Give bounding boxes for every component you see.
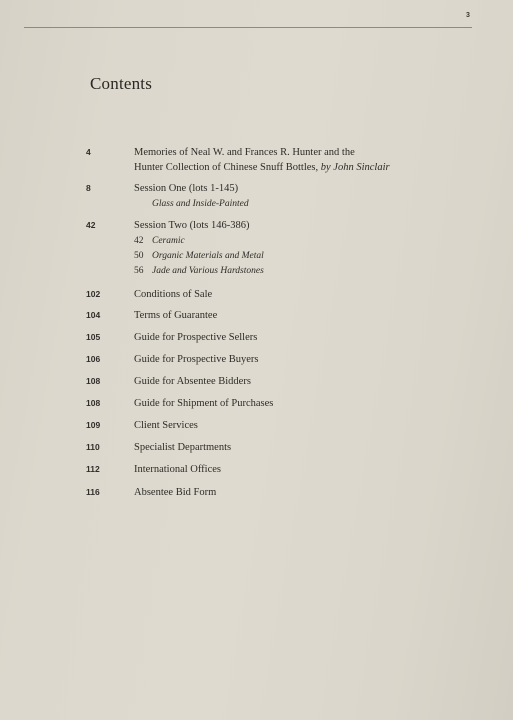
toc-entry-label: Specialist Departments — [134, 442, 232, 453]
toc-entry-label: Guide for Shipment of Purchases — [134, 398, 274, 409]
toc-entry-line2 — [134, 160, 390, 175]
toc-entry-label: Guide for Absentee Bidders — [134, 376, 251, 387]
toc-subentry-text: Jade and Various Hardstones — [152, 266, 264, 276]
page-number: 3 — [466, 12, 470, 19]
toc-subentry — [134, 249, 264, 264]
toc-entry-label: Absentee Bid Form — [134, 487, 217, 498]
toc-entry-label: Session Two (lots 146-386) — [134, 220, 250, 231]
toc-entry-label: Conditions of Sale — [134, 289, 213, 300]
toc-entry-author: by John Sinclair — [320, 162, 390, 173]
toc-page-number: 108 — [86, 398, 101, 408]
toc-subentry — [134, 264, 264, 279]
toc-subentry-number: 50 — [134, 251, 144, 261]
toc-subentry: Glass and Inside-Painted — [152, 199, 249, 209]
toc-page-number: 104 — [86, 310, 101, 320]
toc-entry-label: Session One (lots 1-145) — [134, 183, 239, 194]
toc-page-number: 106 — [86, 354, 101, 364]
toc-subentry-text: Organic Materials and Metal — [152, 251, 264, 261]
toc-page-number: 4 — [86, 147, 91, 157]
toc-page-number: 42 — [86, 220, 96, 230]
toc-page-number: 110 — [86, 442, 100, 452]
toc-page-number: 109 — [86, 420, 101, 430]
toc-entry-label: International Offices — [134, 464, 221, 475]
toc-entry-label: Terms of Guarantee — [134, 310, 218, 321]
toc-entry-line2-text: Hunter Collection of Chinese Snuff Bottles, — [134, 162, 319, 173]
toc-entry-label: Guide for Prospective Sellers — [134, 332, 258, 343]
toc-subentry-text: Ceramic — [152, 236, 185, 246]
toc-subentry — [134, 234, 185, 249]
toc-page-number: 108 — [86, 376, 101, 386]
toc-entry-label — [134, 145, 390, 175]
page-title: Contents — [90, 74, 153, 93]
toc-page-number: 112 — [86, 464, 100, 474]
toc-subentry-number: 42 — [134, 236, 144, 246]
toc-page-number: 105 — [86, 332, 101, 342]
toc-entry-label: Client Services — [134, 420, 198, 431]
header-rule — [24, 27, 472, 28]
toc-entry-line1: Memories of Neal W. and Frances R. Hunter and the — [134, 147, 355, 158]
toc-entry-label: Guide for Prospective Buyers — [134, 354, 259, 365]
toc-page-number: 102 — [86, 289, 101, 299]
toc-page-number: 8 — [86, 183, 91, 193]
toc-page-number: 116 — [86, 487, 100, 497]
toc-subentry-number: 56 — [134, 266, 144, 276]
